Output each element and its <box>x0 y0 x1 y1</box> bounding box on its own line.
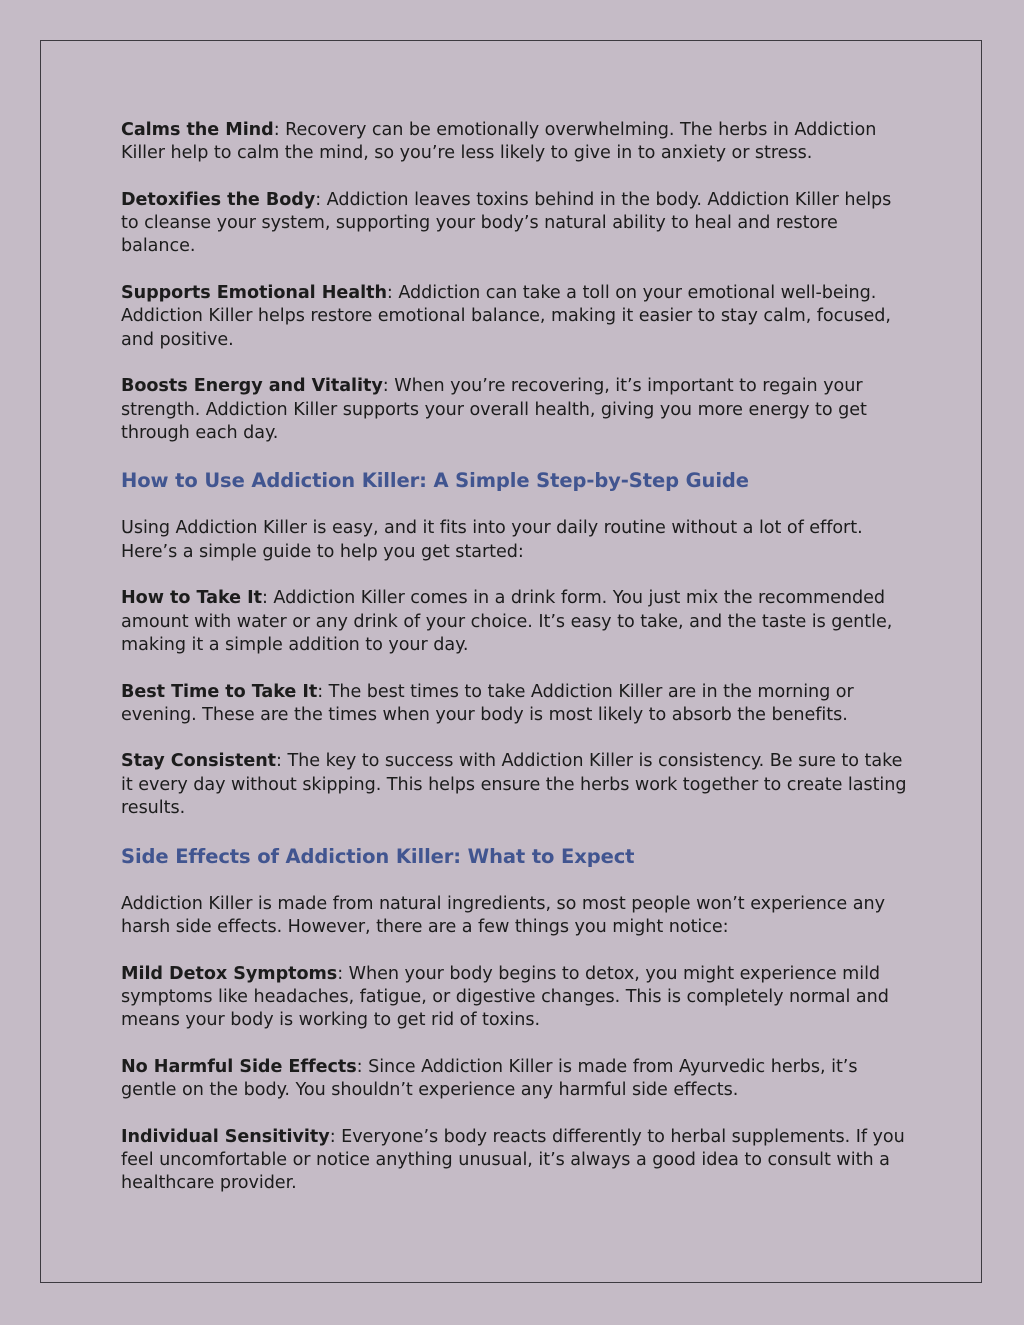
benefit-text: : When you’re recovering, it’s important to regain your strength. Addiction Killer supports your overall health, giving you more energy to get through each day. <box>121 376 867 443</box>
step-term: Best Time to Take It <box>121 681 318 702</box>
side-effect-term: Individual Sensitivity <box>121 1126 330 1147</box>
step-term: Stay Consistent <box>121 751 277 772</box>
side-effect-individual-sensitivity <box>121 1126 911 1196</box>
section-heading-side-effects: Side Effects of Addiction Killer: What to Expect <box>121 844 635 868</box>
step-text: : The best times to take Addiction Killer are in the morning or evening. These are the times when your body is most likely to absorb the benefits. <box>121 681 854 725</box>
benefit-term: Supports Emotional Health <box>121 283 387 304</box>
benefit-text: : Addiction can take a toll on your emotional well-being. Addiction Killer helps restore emotional balance, making it easier to stay calm, focused, and positive. <box>121 283 891 350</box>
benefit-term: Detoxifies the Body <box>121 189 316 210</box>
side-effect-term: Mild Detox Symptoms <box>121 963 338 984</box>
how-to-use-intro: Using Addiction Killer is easy, and it fits into your daily routine without a lot of effort. Here’s a simple guide to help you get started: <box>121 518 863 562</box>
document-body <box>121 119 911 1219</box>
side-effect-text: : Everyone’s body reacts differently to herbal supplements. If you feel uncomfortable or notice anything unusual, it’s always a good idea to consult with a healthcare provider. <box>121 1126 905 1194</box>
benefit-calms-mind <box>121 119 911 166</box>
section-heading-how-to-use: How to Use Addiction Killer: A Simple Step-by-Step Guide <box>121 469 749 493</box>
step-term: How to Take It <box>121 588 262 609</box>
benefit-emotional-health <box>121 282 911 352</box>
side-effects-intro: Addiction Killer is made from natural ingredients, so most people won’t experience any harsh side effects. However, there are a few things you might notice: <box>121 893 885 937</box>
side-effect-text: : Since Addiction Killer is made from Ayurvedic herbs, it’s gentle on the body. You shouldn’t experience any harmful side effects. <box>121 1056 858 1100</box>
step-how-to-take <box>121 587 911 657</box>
step-text: : The key to success with Addiction Killer is consistency. Be sure to take it every day without skipping. This helps ensure the herbs work together to create lasting results. <box>121 751 907 819</box>
step-stay-consistent <box>121 750 911 820</box>
benefit-text: : Addiction leaves toxins behind in the body. Addiction Killer helps to cleanse your system, supporting your body’s natural ability to heal and restore balance. <box>121 189 892 257</box>
step-text: : Addiction Killer comes in a drink form. You just mix the recommended amount with water or any drink of your choice. It’s easy to take, and the taste is gentle, making it a simple addition to your day. <box>121 588 893 655</box>
benefit-detoxifies-body <box>121 189 911 259</box>
side-effect-no-harmful <box>121 1056 911 1103</box>
benefit-text: : Recovery can be emotionally overwhelming. The herbs in Addiction Killer help to calm the mind, so you’re less likely to give in to anxiety or stress. <box>121 120 877 164</box>
side-effect-text: : When your body begins to detox, you might experience mild symptoms like headaches, fatigue, or digestive changes. This is completely normal and means your body is working to get rid of toxins. <box>121 963 889 1031</box>
side-effect-term: No Harmful Side Effects <box>121 1056 357 1077</box>
benefit-term: Boosts Energy and Vitality <box>121 376 383 397</box>
benefit-term: Calms the Mind <box>121 120 274 140</box>
benefit-energy-vitality <box>121 375 911 445</box>
step-best-time <box>121 681 911 728</box>
side-effect-mild-detox <box>121 963 911 1033</box>
